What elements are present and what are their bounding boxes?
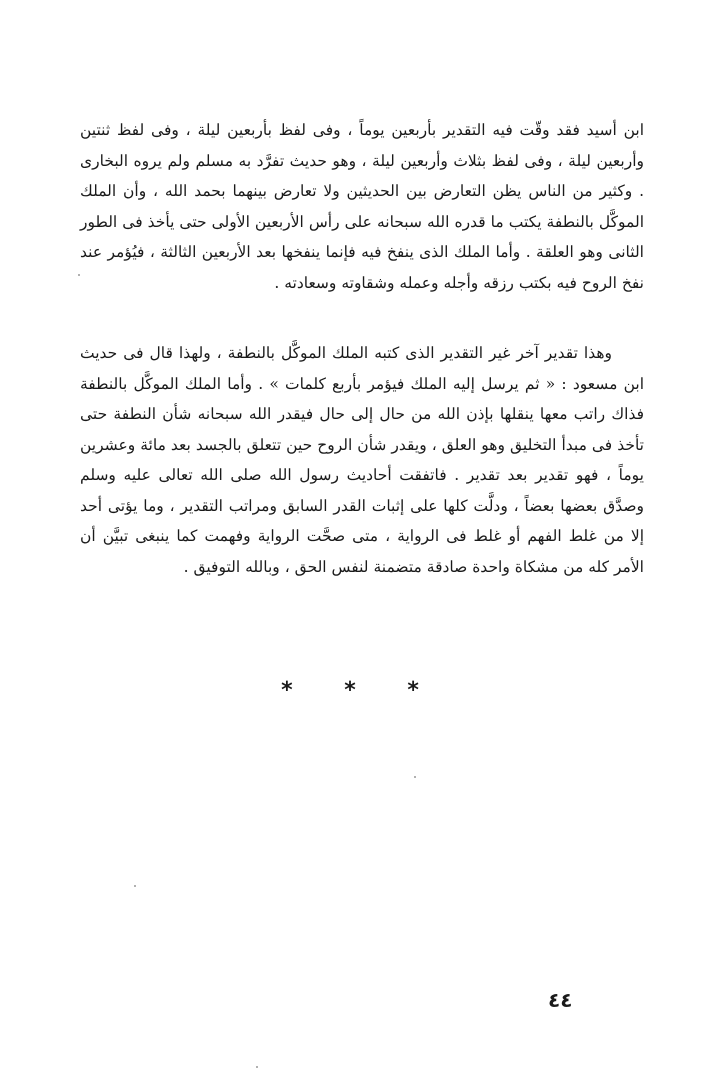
- paper-speck: [414, 776, 416, 778]
- paragraph-1: [80, 115, 644, 298]
- paper-speck: [134, 885, 136, 887]
- paragraph-1-text: ابن أسيد فقد وقّت فيه التقدير بأربعين يوماً ، وفى لفظ بأربعين ليلة ، وفى لفظ ثنتين وأربعين ليلة ، وفى لفظ بثلاث وأربعين ليلة ، وهو حديث تفرَّد به مسلم ولم يروه البخارى . وكثير من الناس يظن التعارض بين الحديثين ولا تعارض بينهما بحمد الله ، وأن الملك الموكَّل بالنطفة يكتب ما قدره الله سبحانه على رأس الأربعين الأولى حتى يأخذ فى الطور الثانى وهو العلقة . وأما الملك الذى ينفخ فيه فإنما ينفخها بعد الأربعين الثالثة ، فيُؤمر عند نفخ الروح فيه بكتب رزقه وأجله وعمله وشقاوته وسعادته .: [80, 121, 644, 292]
- paper-speck: [256, 1066, 258, 1068]
- page-number: ٤٤: [548, 988, 573, 1012]
- paper-speck: [78, 274, 80, 276]
- paragraph-2-line: [80, 338, 644, 582]
- paragraph-2: [80, 338, 644, 582]
- section-separator: * * *: [281, 678, 441, 703]
- paragraph-2-text: وهذا تقدير آخر غير التقدير الذى كتبه الملك الموكَّل بالنطفة ، ولهذا قال فى حديث ابن مسعود : « ثم يرسل إليه الملك فيؤمر بأربع كلمات » . وأما الملك الموكَّل بالنطفة فذاك راتب معها ينقلها بإذن الله من حال إلى حال فيقدر الله سبحانه شأن النطفة حتى تأخذ فى مبدأ التخليق وهو العلق ، ويقدر شأن الروح حين تتعلق بالجسد بعد مائة وعشرين يوماً ، فهو تقدير بعد تقدير . فاتفقت أحاديث رسول الله صلى الله تعالى عليه وسلم وصدَّق بعضها بعضاً ، ودلَّت كلها على إثبات القدر السابق ومراتب التقدير ، وما يؤتى أحد إلا من غلط الفهم أو غلط فى الرواية ، متى صحَّت الرواية وفهمت كما ينبغى تبيَّن أن الأمر كله من مشكاة واحدة صادقة متضمنة لنفس الحق ، وبالله التوفيق .: [80, 344, 644, 576]
